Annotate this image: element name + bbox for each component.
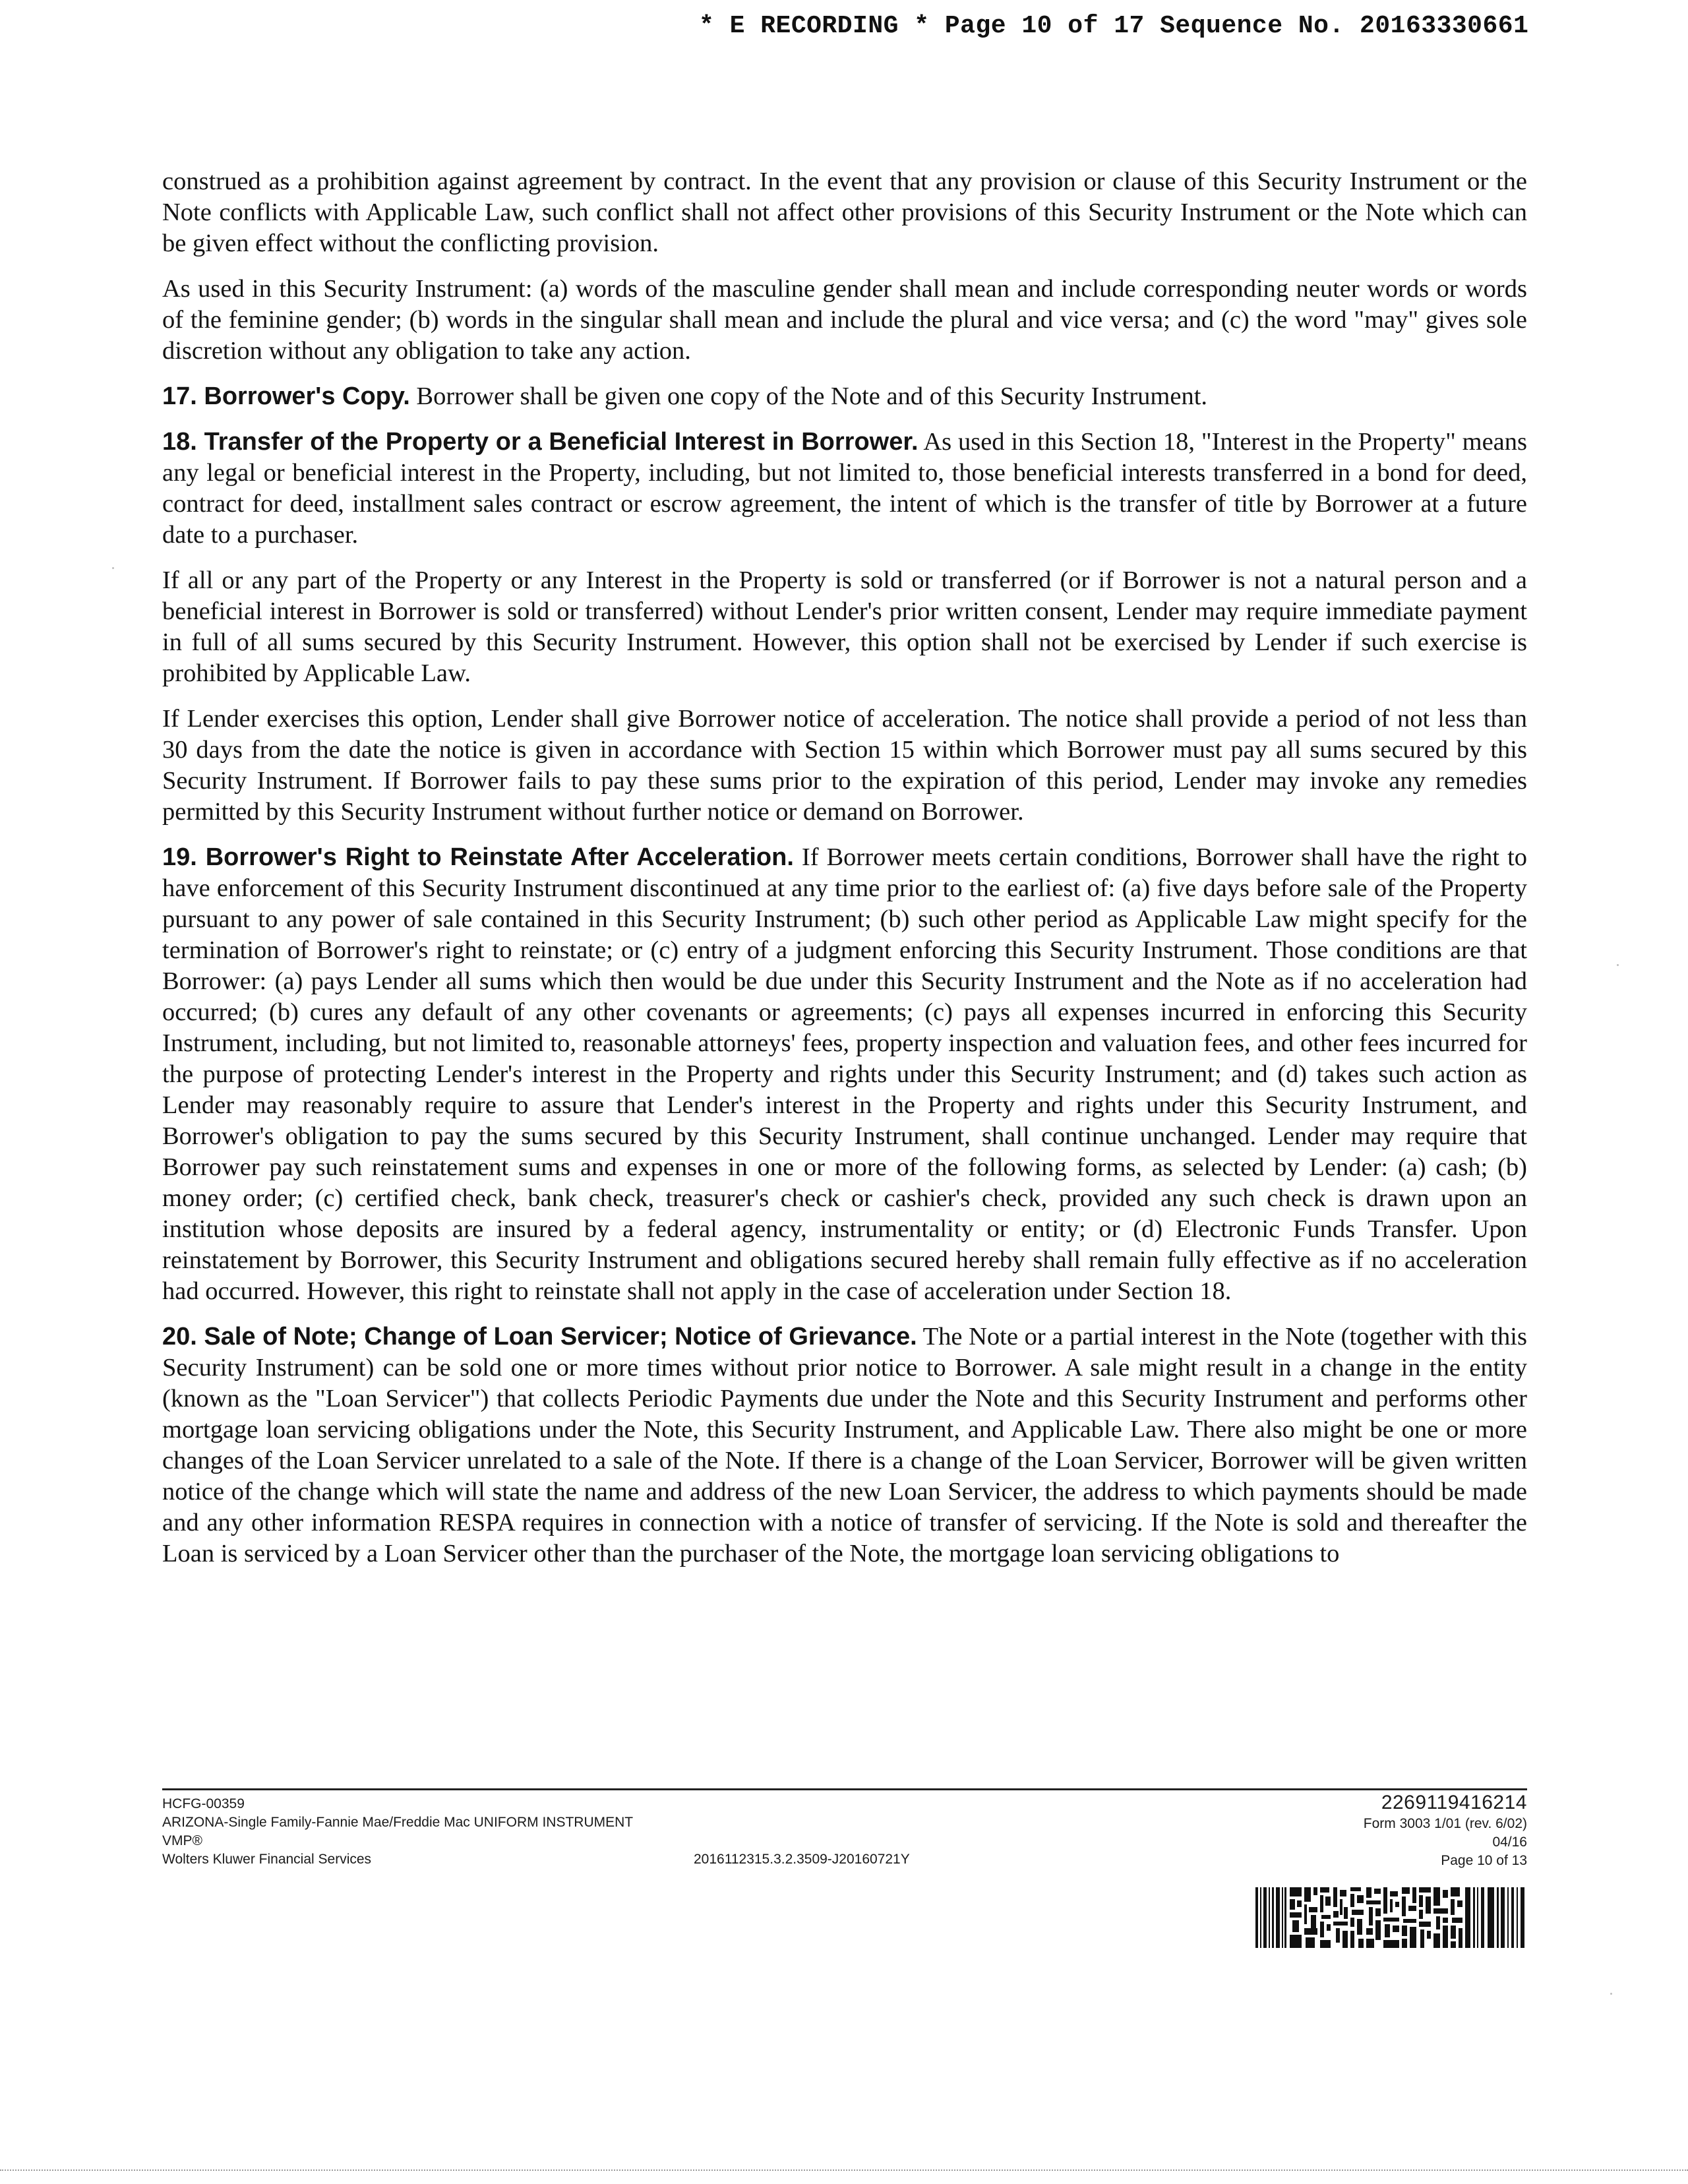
footer-instrument-name: ARIZONA-Single Family-Fannie Mae/Freddie Mac UNIFORM INSTRUMENT bbox=[162, 1815, 634, 1830]
section-20 bbox=[162, 1321, 1527, 1569]
section-20-heading: 20. Sale of Note; Change of Loan Servicer; Notice of Grievance. bbox=[162, 1323, 917, 1350]
footer-page-label: Page 10 of 13 bbox=[1441, 1853, 1527, 1868]
barcode-icon bbox=[1255, 1887, 1524, 1948]
section-17-text: Borrower shall be given one copy of the Note and of this Security Instrument. bbox=[416, 382, 1208, 410]
recording-stamp: * E RECORDING * Page 10 of 17 Sequence No. 20163330661 bbox=[699, 12, 1529, 40]
section-19 bbox=[162, 842, 1527, 1307]
scan-speck bbox=[1610, 1993, 1612, 1995]
section-18-paragraph-3: If Lender exercises this option, Lender shall give Borrower notice of acceleration. The notice shall provide a period of not less than 30 days from the date the notice is given in accordance with Section 15 within which Borrower must pay all sums secured by this Security Instrument. If Borrower fails to pay these sums prior to the expiration of this period, Lender may invoke any remedies permitted by this Security Instrument without further notice or demand on Borrower. bbox=[162, 705, 1527, 826]
section-17 bbox=[162, 381, 1527, 412]
scan-speck bbox=[112, 567, 114, 569]
footer-doc-id: 2016112315.3.2.3509-J20160721Y bbox=[694, 1852, 910, 1867]
section-18-text: As used in this Section 18, "Interest in the Property" means any legal or beneficial interest in the Property, including, but not limited to, those beneficial interests transferred in a bond for deed, contract for deed, installment sales contract or escrow agreement, the intent of which is the transfer of title by Borrower at a future date to a purchaser. bbox=[162, 428, 1527, 549]
footer-form-code: HCFG-00359 bbox=[162, 1796, 245, 1811]
section-17-heading: 17. Borrower's Copy. bbox=[162, 382, 410, 410]
footer-vmp: VMP® bbox=[162, 1833, 202, 1848]
footer-revision-date: 04/16 bbox=[1492, 1835, 1527, 1850]
section-18-heading: 18. Transfer of the Property or a Beneficial Interest in Borrower. bbox=[162, 428, 919, 456]
scan-edge-line bbox=[0, 2169, 1688, 2171]
footer-right-block bbox=[1066, 1791, 1527, 1870]
section-18-paragraph-2: If all or any part of the Property or any Interest in the Property is sold or transferred (or if Borrower is not a natural person and a beneficial interest in Borrower is sold or transferred) without Lender's prior written consent, Lender may require immediate payment in full of all sums secured by this Security Instrument. However, this option shall not be exercised by Lender if such exercise is prohibited by Applicable Law. bbox=[162, 566, 1527, 687]
paragraph-continued: construed as a prohibition against agreement by contract. In the event that any provision or clause of this Security Instrument or the Note conflicts with Applicable Law, such conflict shall not affect other provisions of this Security Instrument or the Note which can be given effect without the conflicting provision. bbox=[162, 167, 1527, 257]
scan-speck bbox=[1617, 964, 1619, 966]
section-20-text: The Note or a partial interest in the Note (together with this Security Instrument) can be sold one or more times without prior notice to Borrower. A sale might result in a change in the entity (known as the "Loan Servicer") that collects Periodic Payments due under the Note and this Security Instrument and performs other mortgage loan servicing obligations under the Note, this Security Instrument, and Applicable Law. There also might be one or more changes of the Loan Servicer unrelated to a sale of the Note. If there is a change of the Loan Servicer, Borrower will be given written notice of the change which will state the name and address of the new Loan Servicer, the address to which payments should be made and any other information RESPA requires in connection with a notice of transfer of servicing. If the Note is sold and thereafter the Loan is serviced by a Loan Servicer other than the purchaser of the Note, the mortgage loan servicing obligations to bbox=[162, 1323, 1527, 1567]
footer-form-number: Form 3003 1/01 (rev. 6/02) bbox=[1363, 1816, 1527, 1831]
section-18 bbox=[162, 427, 1527, 551]
section-19-heading: 19. Borrower's Right to Reinstate After Acceleration. bbox=[162, 843, 794, 871]
footer-loan-number: 2269119416214 bbox=[1381, 1792, 1527, 1813]
footer-divider bbox=[162, 1788, 1527, 1790]
document-body bbox=[162, 166, 1527, 1584]
paragraph-gender: As used in this Security Instrument: (a) words of the masculine gender shall mean and include corresponding neuter words or words of the feminine gender; (b) words in the singular shall mean and include the plural and vice versa; and (c) the word "may" gives sole discretion without any obligation to take any action. bbox=[162, 275, 1527, 365]
section-19-text: If Borrower meets certain conditions, Borrower shall have the right to have enforcement of this Security Instrument discontinued at any time prior to the earliest of: (a) five days before sale of the Property pursuant to any power of sale contained in this Security Instrument; (b) such other period as Applicable Law might specify for the termination of Borrower's right to reinstate; or (c) entry of a judgment enforcing this Security Instrument. Those conditions are that Borrower: (a) pays Lender all sums which then would be due under this Security Instrument and the Note as if no acceleration had occurred; (b) cures any default of any other covenants or agreements; (c) pays all expenses incurred in enforcing this Security Instrument, including, but not limited to, reasonable attorneys' fees, property inspection and valuation fees, and other fees incurred for the purpose of protecting Lender's interest in the Property and rights under this Security Instrument; and (d) takes such action as Lender may reasonably require to assure that Lender's interest in the Property and rights under this Security Instrument, and Borrower's obligation to pay the sums secured by this Security Instrument, shall continue unchanged. Lender may require that Borrower pay such reinstatement sums and expenses in one or more of the following forms, as selected by Lender: (a) cash; (b) money order; (c) certified check, bank check, treasurer's check or cashier's check, provided any such check is drawn upon an institution whose deposits are insured by a federal agency, instrumentality or entity; or (d) Electronic Funds Transfer. Upon reinstatement by Borrower, this Security Instrument and obligations secured hereby shall remain fully effective as if no acceleration had occurred. However, this right to reinstate shall not apply in the case of acceleration under Section 18. bbox=[162, 843, 1528, 1305]
footer-publisher: Wolters Kluwer Financial Services bbox=[162, 1852, 372, 1867]
